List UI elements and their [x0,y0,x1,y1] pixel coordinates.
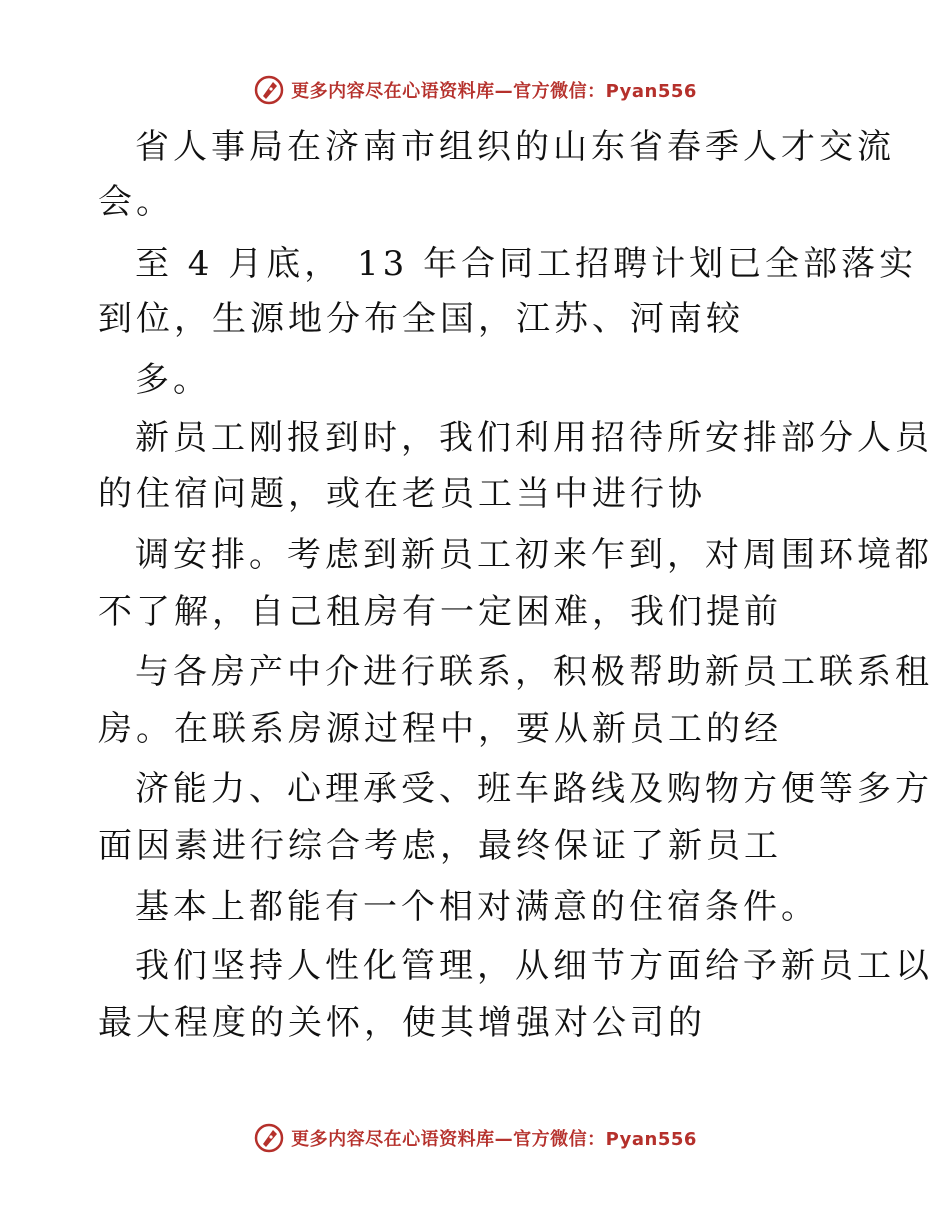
text-line: 基本上都能有一个相对满意的住宿条件。 [135,887,819,927]
text-line: 多。 [135,360,211,400]
text-line: 会。 [98,182,174,222]
text-line: 最大程度的关怀，使其增强对公司的 [98,1003,706,1043]
text-line: 面因素进行综合考虑，最终保证了新员工 [98,826,782,866]
text-line: 房。在联系房源过程中，要从新员工的经 [98,709,782,749]
pen-nib-circle-icon [253,1122,285,1154]
watermark-text: 更多内容尽在心语资料库—官方微信：Pyan556 [291,1129,697,1150]
text-line: 我们坚持人性化管理，从细节方面给予新员工以 [135,946,933,986]
text-line: 至 4 月底， 13 年合同工招聘计划已全部落实 [135,244,918,284]
text-line: 调安排。考虑到新员工初来乍到，对周围环境都 [135,535,933,575]
text-line: 不了解，自己租房有一定困难，我们提前 [98,592,782,632]
watermark-text: 更多内容尽在心语资料库—官方微信：Pyan556 [291,81,697,102]
footer-watermark [0,1118,950,1158]
text-line: 到位，生源地分布全国，江苏、河南较 [98,299,744,339]
text-line: 的住宿问题，或在老员工当中进行协 [98,474,706,514]
text-line: 省人事局在济南市组织的山东省春季人才交流 [135,127,895,167]
text-line: 新员工刚报到时，我们利用招待所安排部分人员 [135,418,933,458]
text-line: 与各房产中介进行联系，积极帮助新员工联系租 [135,652,933,692]
text-line: 济能力、心理承受、班车路线及购物方便等多方 [135,769,933,809]
